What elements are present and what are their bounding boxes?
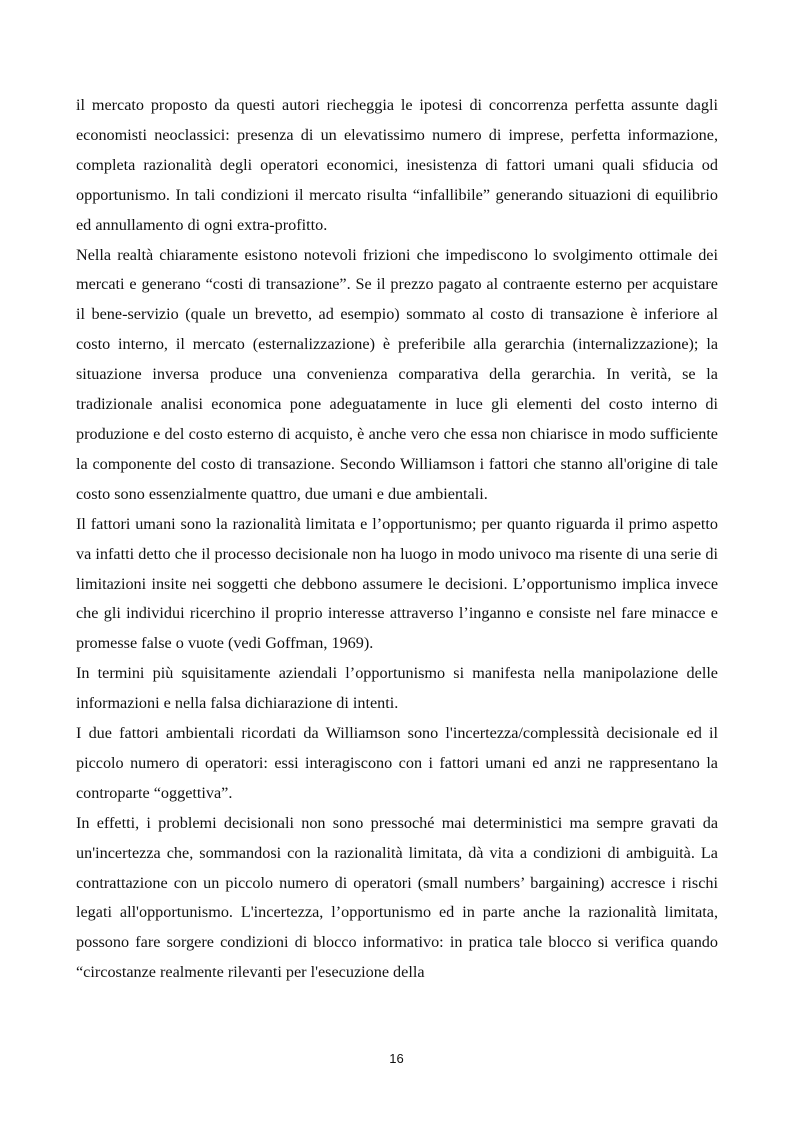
paragraph-market-assumptions: il mercato proposto da questi autori riecheggia le ipotesi di concorrenza perfetta assunte dagli economisti neoclassici: presenza di un elevatissimo numero di imprese, perfetta informazione, completa razionalità degli operatori economici, inesistenza di fattori umani quali sfiducia od opportunismo. In tali condizioni il mercato risulta “infallibile” generando situazioni di equilibrio ed annullamento di ogni extra-profitto.: [76, 96, 718, 234]
paragraph-transaction-costs: Nella realtà chiaramente esistono notevoli frizioni che impediscono lo svolgimento ottimale dei mercati e generano “costi di transazione”. Se il prezzo pagato al contraente esterno per acquistare il bene-servizio (quale un brevetto, ad esempio) sommato al costo di transazione è inferiore al costo interno, il mercato (esternalizzazione) è preferibile alla gerarchia (internalizzazione); la situazione inversa produce una convenienza comparativa della gerarchia. In verità, se la tradizionale analisi economica pone adeguatamente in luce gli elementi del costo interno di produzione e del costo esterno di acquisto, è anche vero che essa non chiarisce in modo sufficiente la componente del costo di transazione. Secondo Williamson i fattori che stanno all'origine di tale costo sono essenzialmente quattro, due umani e due ambientali.: [76, 245, 718, 503]
document-body: [76, 91, 718, 988]
paragraph-environmental-factors: I due fattori ambientali ricordati da Williamson sono l'incertezza/complessità decisionale ed il piccolo numero di operatori: essi interagiscono con i fattori umani ed anzi ne rappresentano la controparte “oggettiva”.: [76, 724, 718, 802]
paragraph-opportunism-business: In termini più squisitamente aziendali l’opportunismo si manifesta nella manipolazione delle informazioni e nella falsa dichiarazione di intenti.: [76, 664, 718, 713]
paragraph-uncertainty: In effetti, i problemi decisionali non sono pressoché mai deterministici ma sempre gravati da un'incertezza che, sommandosi con la razionalità limitata, dà vita a condizioni di ambiguità. La contrattazione con un piccolo numero di operatori (small numbers’ bargaining) accresce i rischi legati all'opportunismo. L'incertezza, l’opportunismo ed in parte anche la razionalità limitata, possono fare sorgere condizioni di blocco informativo: in pratica tale blocco si verifica quando “circostanze realmente rilevanti per l'esecuzione della: [76, 813, 718, 982]
paragraph-human-factors: Il fattori umani sono la razionalità limitata e l’opportunismo; per quanto riguarda il primo aspetto va infatti detto che il processo decisionale non ha luogo in modo univoco ma risente di una serie di limitazioni insite nei soggetti che debbono assumere le decisioni. L’opportunismo implica invece che gli individui ricerchino il proprio interesse attraverso l’inganno e consiste nel fare minacce e promesse false o vuote (vedi Goffman, 1969).: [76, 514, 718, 653]
page-number: 16: [389, 1051, 404, 1066]
